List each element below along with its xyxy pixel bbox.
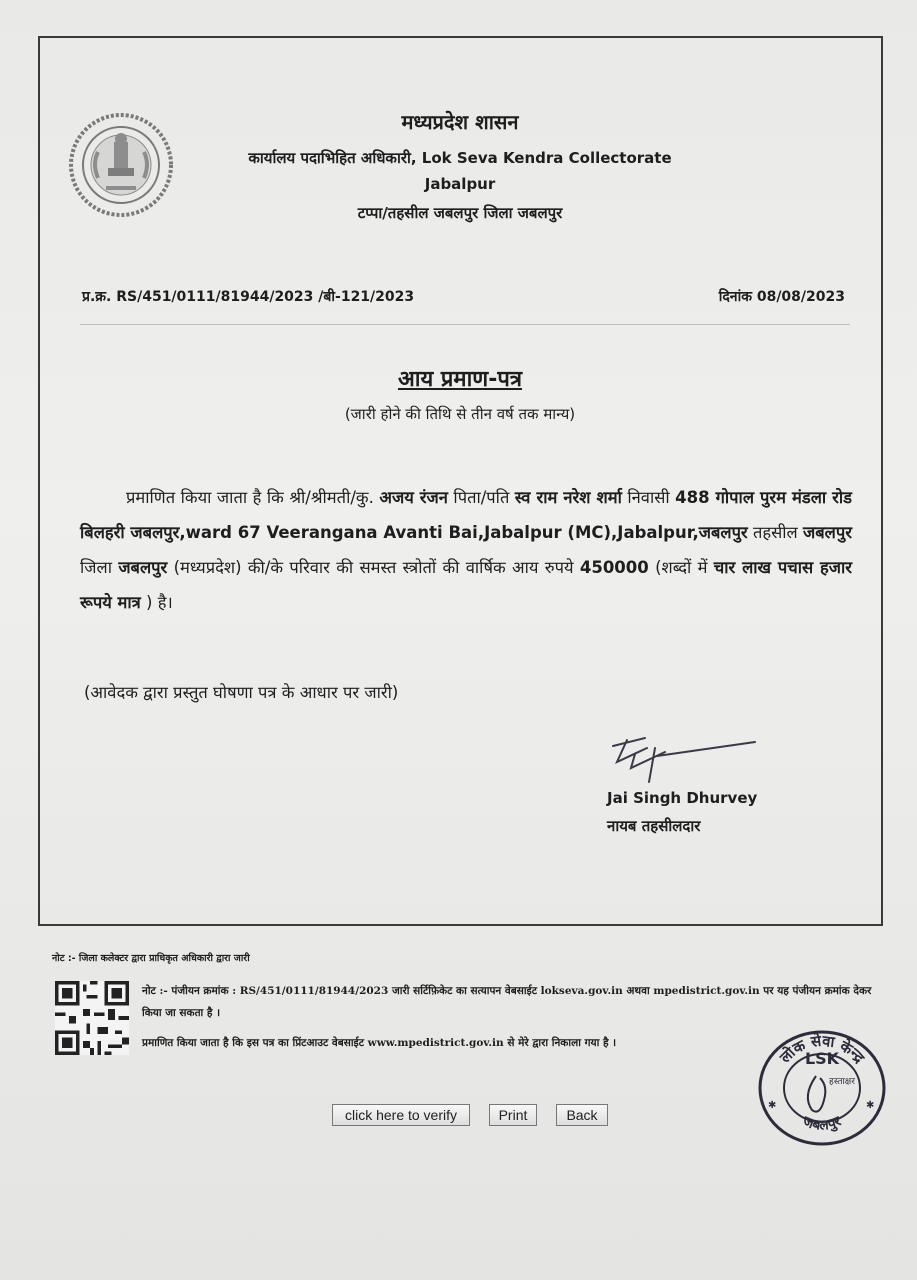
government-title: मध्यप्रदेश शासन [401,110,519,134]
lsk-office-stamp [754,1024,890,1148]
body-resident: निवासी [621,488,676,507]
svg-text:✱: ✱ [866,1100,875,1111]
validity-note: (जारी होने की तिथि से तीन वर्ष तक मान्य) [344,405,576,423]
body-relation: पिता/पति [447,488,515,507]
svg-text:✱: ✱ [768,1100,777,1111]
certificate-body [80,480,852,620]
body-district-label: जिला [80,558,119,577]
stamp-bottom-text: जबलपुर [800,1113,844,1134]
verify-button[interactable]: click here to verify [332,1104,470,1126]
body-end: ) है। [140,593,173,612]
applicant-name: अजय रंजन [379,488,448,507]
office-city: Jabalpur [424,175,496,193]
stamp-top-text: लोक सेवा केन्द्र [776,1031,869,1067]
issue-date: दिनांक 08/08/2023 [718,289,845,305]
back-button[interactable]: Back [556,1104,608,1126]
office-name: कार्यालय पदाभिहित अधिकारी, Lok Seva Kendra Collectorate [248,149,672,167]
signatory-designation: नायब तहसीलदार [607,817,701,835]
svg-text:जबलपुर [800,1113,845,1134]
income-amount-words: चार लाख पचास हजार रूपये मात्र [80,558,852,612]
body-words-label: (शब्दों में [648,558,714,577]
body-intro: प्रमाणित किया जाता है कि श्री/श्रीमती/कु. [126,488,380,507]
body-tehsil-label: तहसील [747,523,803,542]
verification-qr-code-icon[interactable] [54,981,130,1055]
header-divider [80,324,850,325]
authority-note: नोट :- जिला कलेक्टर द्वारा प्राधिकृत अधिकारी द्वारा जारी [52,953,250,964]
body-tehsil: जबलपुर [803,523,852,542]
signature-mark [605,718,765,788]
body-district: जबलपुर [118,558,168,577]
mp-government-emblem-icon [68,112,174,218]
applicant-address: 488 गोपाल पुरम मंडला रोड बिलहरी जबलपुर,ward 67 Veerangana Avanti Bai,Jabalpur (MC),Jabalpur,जबलपुर [80,488,853,542]
tehsil-line: टप्पा/तहसील जबलपुर जिला जबलपुर [357,204,563,222]
issuance-basis: (आवेदक द्वारा प्रस्तुत घोषणा पत्र के आधार पर जारी) [84,683,399,702]
print-button[interactable]: Print [489,1104,537,1126]
printout-note: प्रमाणित किया जाता है कि इस पत्र का प्रिंटआउट वेबसाईट www.mpedistrict.gov.in से मेरे द्वारा निकाला गया है । [142,1037,617,1049]
father-name: स्व राम नरेश शर्मा [514,488,622,507]
stamp-abbr: LSK [804,1049,840,1068]
reference-number: प्र.क्र. RS/451/0111/81944/2023 /बी-121/2023 [82,289,415,305]
stamp-sign-label: हस्ताक्षर [829,1077,855,1087]
certificate-title: आय प्रमाण-पत्र [398,367,522,392]
income-amount: 450000 [579,558,649,577]
verification-note: नोट :- पंजीयन क्रमांक : RS/451/0111/81944/2023 जारी सर्टिफ़िकेट का सत्यापन वेबसाईट lokseva.gov.in अथवा mpedistrict.gov.in पर यह पंजीयन क्रमांक देकर किया जा सकता है । [142,985,872,1019]
body-family: (मध्यप्रदेश) की/के परिवार की समस्त स्त्रोतों की वार्षिक आय रुपये [167,558,580,577]
signatory-name: Jai Singh Dhurvey [607,789,758,807]
